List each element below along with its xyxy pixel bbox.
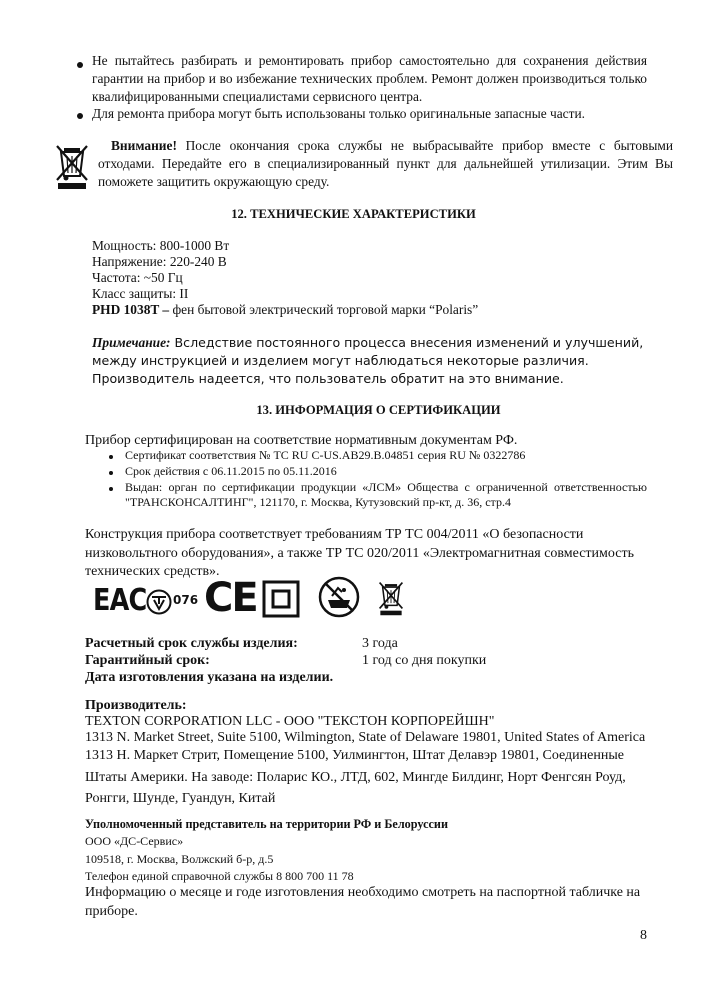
section12-title: 12. ТЕХНИЧЕСКИЕ ХАРАКТЕРИСТИКИ [231, 207, 476, 221]
rst-mark [140, 584, 200, 618]
attention-paragraph [98, 137, 673, 191]
manufacture-date-note: Дата изготовления указана на изделии. [85, 670, 334, 685]
section13-title: 13. ИНФОРМАЦИЯ О СЕРТИФИКАЦИИ [256, 403, 501, 417]
warranty-label: Гарантийный срок: [85, 653, 210, 668]
list-dot [109, 487, 113, 491]
list-dot [109, 471, 113, 475]
warranty-value: 1 год со дня покупки [362, 653, 487, 668]
service-life-label: Расчетный срок службы изделия: [85, 636, 298, 651]
note-label: Примечание: [92, 335, 171, 350]
warning-repair-text: Не пытайтесь разбирать и ремонтировать прибор самостоятельно для сохранения действия гарантии на прибор и во избежание технических проблем. Ремонт должен производиться только квалифицированными специалистами сервисного центра. [92, 53, 647, 104]
production-date-info: Информацию о месяце и годе изготовления необходимо смотреть на паспортной табличке на приборе. [85, 885, 641, 919]
page-number: 8 [640, 928, 647, 943]
manufacturer-address-en: 1313 N. Market Street, Suite 5100, Wilmington, State of Delaware 19801, United States of America [85, 730, 646, 745]
representative-title: Уполномоченный представитель на территории РФ и Белоруссии [85, 817, 448, 831]
class-ii-icon [262, 580, 300, 618]
representative-company: ООО «ДС-Сервис» [85, 834, 184, 848]
list-dot [109, 455, 113, 459]
model-description: фен бытовой электрический торговой марки “Polaris” [169, 302, 479, 317]
spec-protection: Класс защиты: II [92, 286, 189, 301]
spec-frequency: Частота: ~50 Гц [92, 270, 183, 285]
spare-parts-text: Для ремонта прибора могут быть использованы только оригинальные запасные части. [92, 106, 585, 121]
certification-intro: Прибор сертифицирован на соответствие нормативным документам РФ. [85, 433, 518, 448]
model-name: PHD 1038T – [92, 302, 170, 317]
bullet-dot [77, 62, 83, 68]
model-line [92, 301, 478, 319]
note-text: Вследствие постоянного процесса внесения изменений и улучшений, между инструкцией и изделием могут наблюдаться некоторые различия. Производитель надеется, что пользователь обратит на это внимание. [92, 335, 644, 386]
spec-voltage: Напряжение: 220-240 В [92, 254, 227, 269]
weee-bin-icon [54, 140, 90, 190]
representative-address: 109518, г. Москва, Волжский б-р, д.5 [85, 852, 274, 866]
representative-phone: Телефон единой справочной службы 8 800 700 11 78 [85, 869, 354, 883]
conformity-text: Конструкция прибора соответствует требованиям ТР ТС 004/2011 «О безопасности низковольтного оборудования», а также ТР ТС 020/2011 «Электромагнитная совместимость технических средств». [85, 527, 634, 580]
attention-text: После окончания срока службы не выбрасывайте прибор вместе с бытовыми отходами. Передайте его в специализированный пункт для дальнейшей утилизации. Этим Вы поможете защитить окружающую среду. [98, 138, 673, 189]
no-bath-icon [318, 576, 360, 618]
attention-label: Внимание! [111, 138, 177, 153]
service-life-value: 3 года [362, 636, 398, 651]
note-paragraph [92, 334, 652, 388]
rst-number: 076 [173, 593, 199, 607]
spec-power: Мощность: 800-1000 Вт [92, 238, 230, 253]
manufacturer-label: Производитель: [85, 698, 187, 713]
bullet-dot [77, 113, 83, 119]
eac-mark: EAC [93, 583, 147, 618]
manufacturer-name: TEXTON CORPORATION LLC - ООО "ТЕКСТОН КОРПОРЕЙШН" [85, 714, 495, 729]
cert-number: Сертификат соответствия № ТС RU C-US.AB29.B.04851 серия RU № 0322786 [125, 448, 526, 462]
cert-validity: Срок действия с 06.11.2015 по 05.11.2016 [125, 464, 337, 478]
ce-mark: CE [204, 575, 257, 621]
weee-bin-icon [377, 578, 405, 616]
cert-issuer: Выдан: орган по сертификации продукции «ЛСМ» Общества с ограниченной ответственностью "ТРАНСКОНСАЛТИНГ", 121170, г. Москва, Кутузовский пр-кт, д. 36, стр.4 [125, 480, 647, 509]
manufacturer-address-ru: 1313 Н. Маркет Стрит, Помещение 5100, Уилмингтон, Штат Делавэр 19801, Соединенные Штаты Америки. На заводе: Поларис КО., ЛТД, 602, Мингде Билдинг, Норт Фенгсян Роуд, Ронгги, Шунде, Гуандун, Китай [85, 748, 626, 806]
